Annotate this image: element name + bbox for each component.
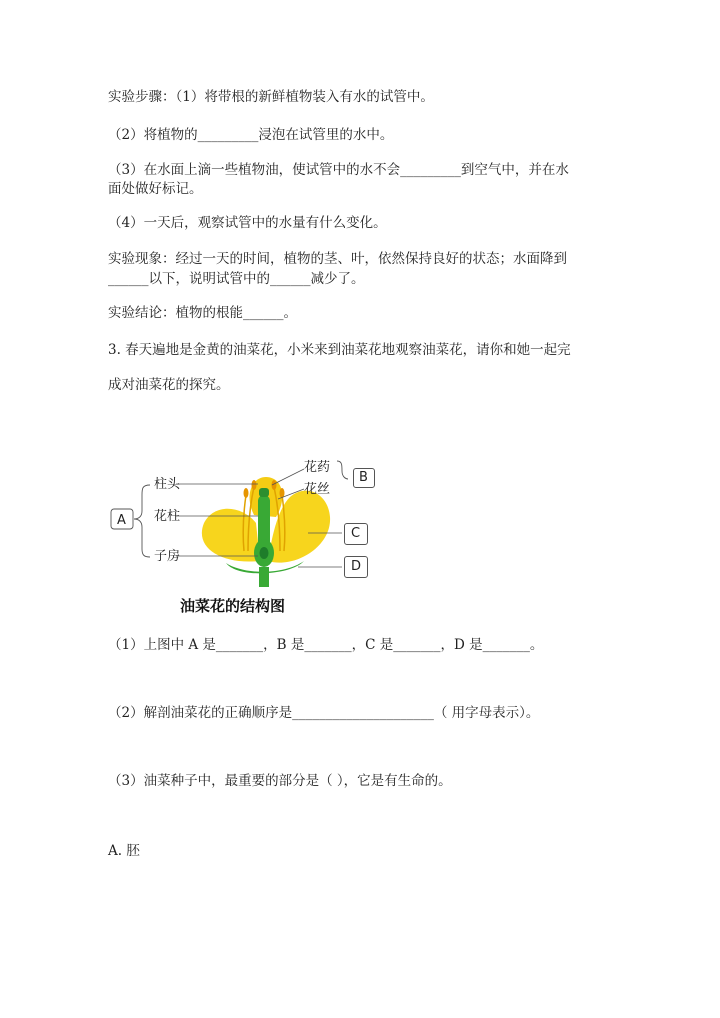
rapeseed-flower-figure (108, 455, 368, 620)
conclusion: 实验结论：植物的根能______。 (108, 305, 297, 321)
figure-caption: 油菜花的结构图 (180, 597, 286, 615)
bracket-a (134, 485, 150, 557)
petal-left (202, 509, 260, 562)
step-3-line-1: （3）在水面上滴一些植物油，使试管中的水不会_________到空气中，并在水 (108, 162, 569, 178)
label-huazhu: 花柱 (154, 509, 181, 524)
box-b (353, 468, 375, 488)
option-a: A. 胚 (108, 843, 140, 859)
question-3-part-2: （2）解剖油菜花的正确顺序是_____________________（ 用字母表示）。 (108, 705, 540, 721)
anther-1 (252, 480, 257, 490)
label-zhutou: 柱头 (154, 477, 181, 492)
bracket-b (337, 461, 348, 479)
phenomenon-line-1: 实验现象：经过一天的时间，植物的茎、叶，依然保持良好的状态；水面降到 (108, 251, 567, 267)
step-2: （2）将植物的_________浸泡在试管里的水中。 (108, 127, 394, 143)
label-huayao: 花药 (304, 460, 331, 475)
box-c-label: C (351, 526, 361, 541)
anther-2 (244, 488, 249, 498)
flower-stalk (259, 567, 269, 587)
box-b-label: B (359, 470, 368, 485)
step-3-line-2: 面处做好标记。 (108, 181, 203, 197)
question-3-line-1: 3. 春天遍地是金黄的油菜花，小米来到油菜花地观察油菜花，请你和她一起完 (108, 342, 571, 358)
question-3-part-3: （3）油菜种子中，最重要的部分是（ ），它是有生命的。 (108, 773, 452, 789)
label-zifang: 子房 (154, 549, 181, 564)
box-a-label: A (117, 513, 126, 528)
box-c (344, 523, 368, 545)
question-3-part-1: （1）上图中 A 是_______，B 是_______，C 是_______，D 是_______。 (108, 637, 544, 653)
box-d-label: D (351, 559, 362, 574)
label-huasi: 花丝 (304, 482, 331, 497)
step-1: 实验步骤：（1）将带根的新鲜植物装入有水的试管中。 (108, 89, 434, 105)
box-d (344, 556, 368, 578)
question-3-line-2: 成对油菜花的探究。 (108, 377, 230, 393)
phenomenon-line-2: ______以下，说明试管中的______减少了。 (108, 271, 365, 287)
step-4: （4）一天后，观察试管中的水量有什么变化。 (108, 215, 387, 231)
